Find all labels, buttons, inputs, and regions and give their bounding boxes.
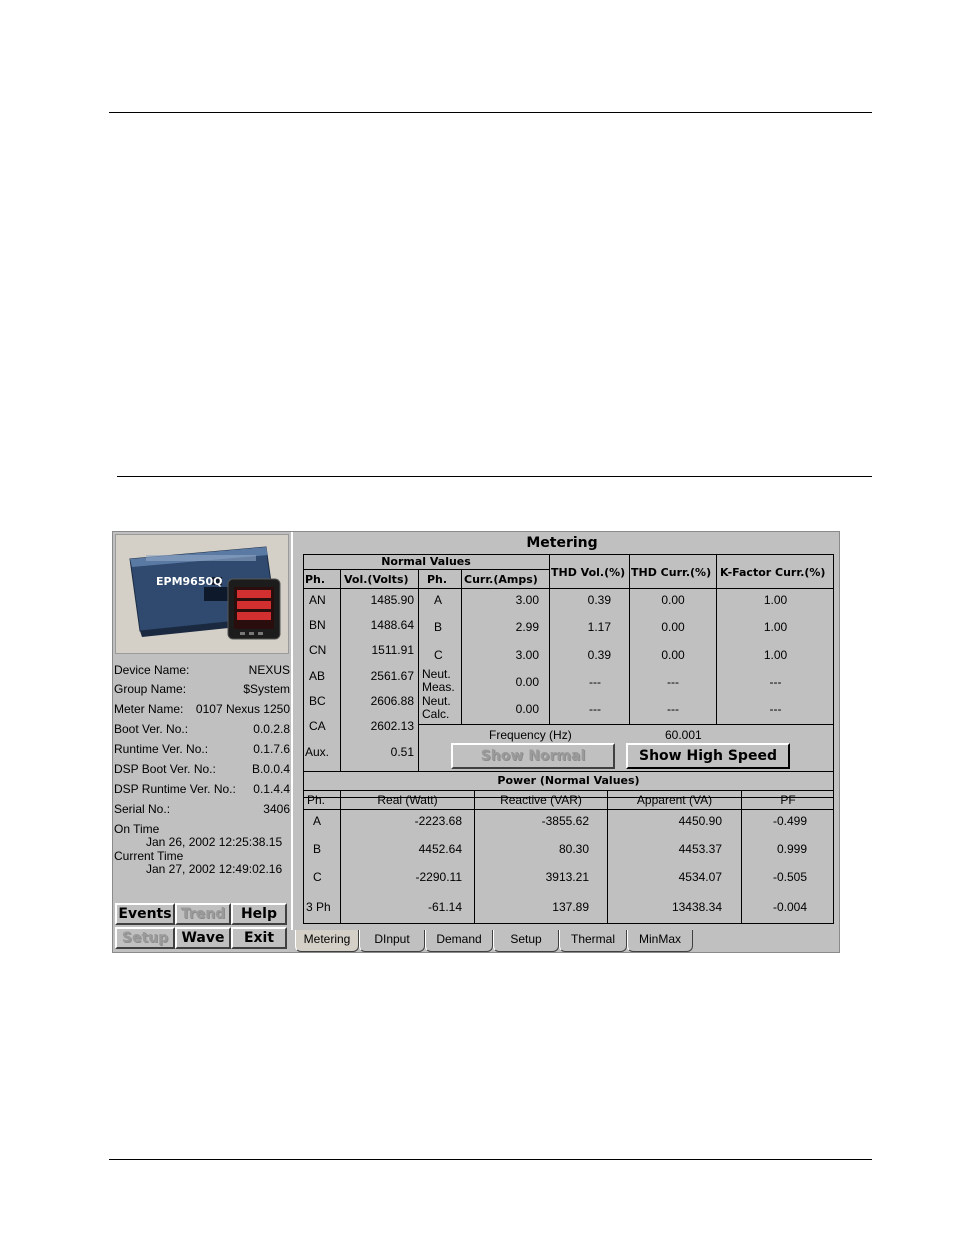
setup-button[interactable]: Setup [115, 927, 175, 949]
col-ph2: Ph. [427, 573, 448, 586]
header-rule [109, 112, 872, 113]
info-value: $System [243, 682, 290, 696]
thd-vol-value: 0.39 [587, 593, 611, 607]
info-value: B.0.0.4 [251, 762, 290, 776]
power-col-apparent: Apparent (VA) [636, 793, 713, 807]
vol-value: 1488.64 [370, 618, 414, 632]
info-label: Device Name: [114, 663, 190, 677]
on-time-value: Jan 26, 2002 12:25:38.15 [146, 835, 283, 849]
curr-value: 0.00 [515, 675, 539, 689]
power-col-reactive: Reactive (VAR) [500, 793, 582, 807]
info-value: 0.0.2.8 [253, 722, 290, 736]
show-high-speed-button[interactable]: Show High Speed [626, 743, 790, 769]
power-apparent: 4453.37 [678, 842, 722, 856]
info-label: Boot Ver. No.: [114, 722, 189, 736]
thd-vol-value: 0.39 [587, 648, 611, 662]
curr-ph: Neut. Calc. [422, 694, 451, 721]
col-kfactor: K-Factor Curr.(%) [720, 566, 826, 579]
curr-ph: B [434, 620, 443, 634]
power-reactive: 137.89 [552, 900, 589, 914]
power-ph: B [313, 842, 322, 856]
vol-ph: BC [309, 694, 326, 708]
kfactor-value: --- [769, 675, 782, 689]
curr-ph: C [434, 648, 443, 662]
vol-value: 0.51 [390, 745, 414, 759]
kfactor-value: 1.00 [763, 593, 788, 607]
trend-button[interactable]: Trend [175, 903, 231, 925]
curr-value: 3.00 [515, 593, 539, 607]
current-time-value: Jan 27, 2002 12:49:02.16 [146, 862, 283, 876]
tab-minmax[interactable]: MinMax [627, 930, 693, 952]
col-vol: Vol.(Volts) [344, 573, 409, 586]
vol-ph: CN [309, 643, 327, 657]
metering-window [112, 531, 840, 953]
info-label: Meter Name: [114, 702, 184, 716]
footer-rule [109, 1159, 872, 1160]
power-real: -61.14 [427, 900, 462, 914]
current-time-label: Current Time [114, 849, 184, 863]
power-real: 4452.64 [418, 842, 462, 856]
info-label: DSP Runtime Ver. No.: [114, 782, 236, 796]
show-normal-button[interactable]: Show Normal [451, 743, 615, 769]
info-row [114, 762, 290, 780]
frequency-label: Frequency (Hz) [489, 728, 572, 742]
info-row [114, 702, 290, 720]
meter-device-icon [116, 535, 288, 653]
help-button[interactable]: Help [231, 903, 287, 925]
power-ph: A [313, 814, 322, 828]
vol-ph: AB [309, 669, 326, 683]
info-row [114, 682, 290, 700]
curr-ph: Neut. Meas. [422, 667, 455, 694]
on-time-label: On Time [114, 822, 160, 836]
info-row [114, 782, 290, 800]
col-curr: Curr.(Amps) [464, 573, 538, 586]
power-ph: 3 Ph [306, 900, 331, 914]
tab-demand[interactable]: Demand [425, 930, 493, 952]
vol-ph: Aux. [305, 745, 330, 759]
thd-curr-value: --- [667, 675, 679, 689]
thd-curr-value: --- [667, 702, 679, 716]
info-row [114, 663, 290, 681]
thd-vol-value: --- [589, 675, 601, 689]
vol-value: 2561.67 [370, 669, 414, 683]
thd-curr-value: 0.00 [661, 648, 685, 662]
thd-vol-value: 1.17 [587, 620, 611, 634]
power-apparent: 4450.90 [678, 814, 722, 828]
power-apparent: 4534.07 [678, 870, 722, 884]
curr-value: 2.99 [515, 620, 539, 634]
tab-thermal[interactable]: Thermal [559, 930, 627, 952]
info-label: Serial No.: [114, 802, 171, 816]
power-col-pf: PF [780, 793, 796, 807]
kfactor-value: 1.00 [763, 620, 788, 634]
metering-panel [291, 532, 839, 930]
col-thd-curr: THD Curr.(%) [631, 566, 712, 579]
power-pf: 0.999 [776, 842, 807, 856]
info-row [114, 722, 290, 740]
info-label: Runtime Ver. No.: [114, 742, 209, 756]
power-pf: -0.499 [772, 814, 807, 828]
metering-title: Metering [526, 535, 598, 551]
thd-vol-value: --- [589, 702, 601, 716]
curr-value: 3.00 [515, 648, 539, 662]
info-value: 0.1.7.6 [253, 742, 290, 756]
power-ph: C [313, 870, 322, 884]
vol-value: 1511.91 [371, 643, 414, 657]
kfactor-value: 1.00 [763, 648, 788, 662]
vol-value: 2602.13 [370, 719, 414, 733]
power-real: -2223.68 [414, 814, 462, 828]
vol-ph: CA [309, 719, 326, 733]
info-row [114, 802, 290, 820]
kfactor-value: --- [769, 702, 782, 716]
events-button[interactable]: Events [115, 903, 175, 925]
power-reactive: 80.30 [558, 842, 589, 856]
power-col-real: Real (Watt) [377, 793, 438, 807]
power-pf: -0.004 [772, 900, 807, 914]
tab-dinput[interactable]: DInput [359, 930, 425, 952]
svg-text:EPM9650Q: EPM9650Q [156, 575, 223, 588]
power-apparent: 13438.34 [671, 900, 722, 914]
power-reactive: 3913.21 [545, 870, 589, 884]
vol-value: 2606.88 [370, 694, 414, 708]
col-ph: Ph. [305, 573, 326, 586]
section-rule [117, 476, 872, 477]
exit-button[interactable]: Exit [231, 927, 287, 949]
info-label: DSP Boot Ver. No.: [114, 762, 216, 776]
col-thd-vol: THD Vol.(%) [551, 566, 626, 579]
power-real: -2290.11 [415, 870, 462, 884]
tab-metering[interactable]: Metering [295, 930, 359, 952]
info-row [114, 742, 290, 760]
vol-ph: AN [309, 593, 326, 607]
power-reactive: -3855.62 [541, 814, 589, 828]
info-value: 0107 Nexus 1250 [195, 702, 290, 716]
vol-value: 1485.90 [370, 593, 414, 607]
power-title: Power (Normal Values) [497, 774, 640, 787]
info-value: NEXUS [248, 663, 290, 677]
info-label: Group Name: [114, 682, 187, 696]
info-value: 3406 [263, 802, 290, 816]
frequency-value: 60.001 [665, 728, 702, 742]
thd-curr-value: 0.00 [661, 620, 685, 634]
info-value: 0.1.4.4 [253, 782, 290, 796]
thd-curr-value: 0.00 [661, 593, 685, 607]
curr-value: 0.00 [515, 702, 539, 716]
normal-values-header: Normal Values [381, 555, 471, 568]
tab-setup[interactable]: Setup [493, 930, 559, 952]
device-image [115, 534, 289, 654]
curr-ph: A [434, 593, 443, 607]
power-pf: -0.505 [772, 870, 807, 884]
wave-button[interactable]: Wave [175, 927, 231, 949]
power-col-ph: Ph. [307, 793, 326, 807]
vol-ph: BN [309, 618, 326, 632]
